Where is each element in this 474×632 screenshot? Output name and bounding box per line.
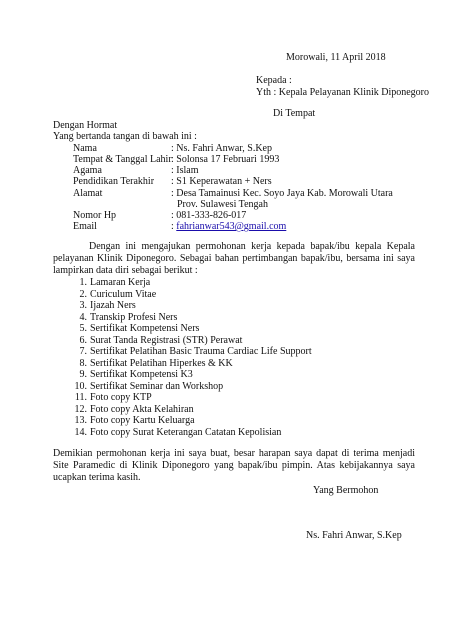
body-paragraph: Dengan ini mengajukan permohonan kerja kepada bapak/ibu kepala Kepala pelayanan Klinik Diponegoro. Sebagai bahan pertimbangan bapak/ibu, bersama ini saya lampirkan data diri sebagai berikut :	[53, 241, 415, 276]
list-item: 8. Sertifikat Pelatihan Hiperkes & KK	[79, 358, 233, 369]
closing-paragraph: Demikian permohonan kerja ini saya buat, besar harapan saya dapat di terima menjadi Site Paramedic di Klinik Diponegoro yang bapak/ibu pimpin. Atas kebijakannya saya ucapkan terima kasih.	[53, 448, 415, 483]
list-item: 4. Transkip Profesi Ners	[79, 312, 178, 323]
detail-label: Agama	[73, 165, 102, 176]
email-link[interactable]: fahrianwar543@gmail.com	[176, 221, 287, 232]
signer-name: Ns. Fahri Anwar, S.Kep	[306, 530, 402, 541]
list-item: 9. Sertifikat Kompetensi K3	[79, 369, 193, 380]
detail-value: : Solonsa 17 Februari 1993	[171, 154, 280, 165]
list-item: 13. Foto copy Kartu Keluarga	[74, 415, 195, 426]
greeting: Dengan Hormat	[53, 120, 118, 131]
list-item: 1. Lamaran Kerja	[79, 277, 151, 288]
sign-label: Yang Bermohon	[313, 485, 379, 496]
detail-label: Email	[73, 221, 97, 232]
detail-label: Alamat	[73, 188, 103, 199]
detail-value: : Ns. Fahri Anwar, S.Kep	[171, 143, 272, 154]
list-item: 10. Sertifikat Seminar dan Workshop	[74, 381, 224, 392]
detail-label: Nomor Hp	[73, 210, 117, 221]
detail-value: : 081-333-826-017	[171, 210, 247, 221]
detail-value: : Desa Tamainusi Kec. Soyo Jaya Kab. Morowali Utara	[171, 188, 393, 199]
detail-label: Pendidikan Terakhir	[73, 176, 155, 187]
list-item: 3. Ijazah Ners	[79, 300, 136, 311]
list-item: 5. Sertifikat Kompetensi Ners	[79, 323, 200, 334]
detail-label: Nama	[73, 143, 97, 154]
list-item: 11. Foto copy KTP	[74, 392, 152, 403]
place-date: Morowali, 11 April 2018	[286, 52, 386, 63]
list-item: 6. Surat Tanda Registrasi (STR) Perawat	[79, 335, 243, 346]
recipient: Yth : Kepala Pelayanan Klinik Diponegoro	[256, 87, 430, 98]
detail-value: : Islam	[171, 165, 199, 176]
detail-value: : fahrianwar543@gmail.com	[171, 221, 287, 232]
detail-label: Tempat & Tanggal Lahir	[73, 154, 172, 165]
detail-value: : S1 Keperawatan + Ners	[171, 176, 272, 187]
list-item: 12. Foto copy Akta Kelahiran	[74, 404, 194, 415]
list-item: 2. Curiculum Vitae	[79, 289, 157, 300]
recipient-label: Kepada :	[256, 75, 292, 86]
location: Di Tempat	[273, 108, 316, 119]
intro-line: Yang bertanda tangan di bawah ini :	[53, 131, 197, 142]
detail-value-cont: Prov. Sulawesi Tengah	[177, 199, 268, 210]
list-item: 14. Foto copy Surat Keterangan Catatan Kepolisian	[74, 427, 282, 438]
list-item: 7. Sertifikat Pelatihan Basic Trauma Cardiac Life Support	[79, 346, 312, 357]
